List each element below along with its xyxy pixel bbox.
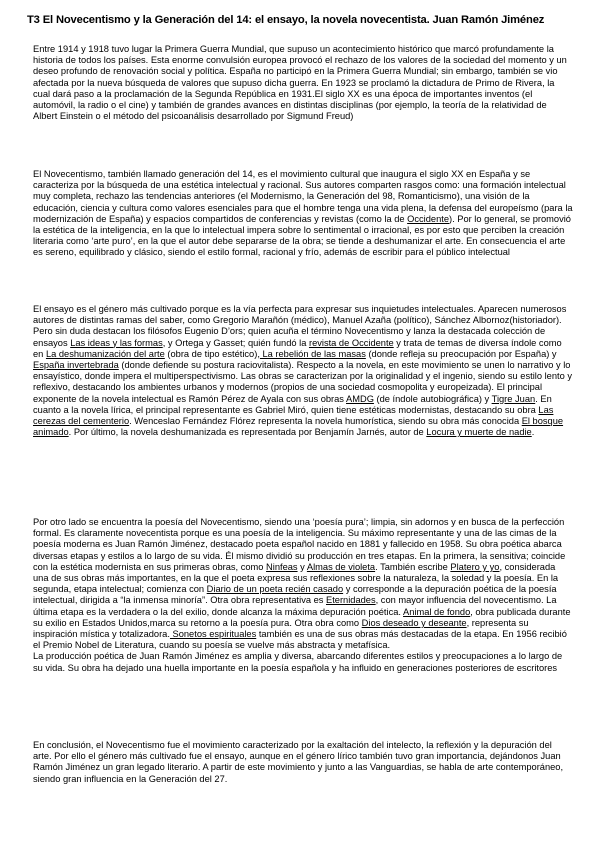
link-almas-de-violeta[interactable]: Almas de violeta (306, 561, 376, 572)
text-segment: El Novecentismo, también llamado generación del 14, es el movimiento cultural que inaugura el siglo XX en España y se caracteriza por la búsqueda de una estética intelectual y racional. Sus autores comparten rasgos como: una formación intelectual muy completa, rechazo las tendencias anteriores (el Modernismo, la Generación del 98, Romanticismo), una visión de la educación, ciencia y cultura como valores esenciales para que el hombre tenga una vida plena, la defensa del europeísmo (para la modernización de España) y espacios compartidos de conferencias y revistas (como la de (33, 169, 573, 224)
text-segment: La producción poética de Juan Ramón Jiménez es amplia y diversa, abarcando diferentes estilos y preocupaciones a lo largo de su vida. Su obra ha dejado una huella importante en la poesía española y ha influido en generaciones posteriores de escritores (33, 651, 563, 673)
text-segment: y (297, 561, 307, 572)
text-segment: El ensayo es el género más cultivado porque es la vía perfecta para expresar sus inquietudes intelectuales. Aparecen numerosos autores de distintas ramas del saber, como Gregorio Marañón (médico), Manuel Azaña (político), Sánchez Albornoz(historiador). Pero sin duda destacan los filósofos Eugenio D’ors; quien acuña el término Novecentismo y lanza la destacada colección de ensayos (33, 304, 567, 348)
link-las-ideas-y-las-formas[interactable]: Las ideas y las formas (70, 337, 163, 348)
link-ninfeas[interactable]: Ninfeas (266, 561, 298, 572)
text-segment: . También escribe (375, 561, 451, 572)
link-locura-y-muerte-de-nadie[interactable]: Locura y muerte de nadie (426, 427, 532, 438)
link-dios-deseado-y-deseante[interactable]: Dios deseado y deseante (361, 617, 467, 628)
link-espana-invertebrada[interactable]: España invertebrada (33, 360, 119, 371)
text-segment: (obra de tipo estético), (164, 348, 260, 359)
link-la-rebelion-de-las-masas[interactable]: La rebelión de las masas (259, 348, 366, 359)
text-segment: ). Por lo general, se promovió la estética de la inteligencia, en la que lo intelectual impera sobre lo sentimental o irracional, es por esto que perciben la creación literaria como ‘arte puro’, en la que el autor debe separarse de la obra; se tiende a deshumanizar el arte. En consecuencia el arte es sereno, equilibrado y clásico, siendo el estilo formal, racional y frío, además de escribir para el público intelectual (33, 213, 571, 258)
link-occidente[interactable]: Occidente (407, 213, 449, 224)
paragraph-novecentismo-definition (33, 169, 573, 259)
text-segment: , obra publicada durante su exilio en Estados Unidos,marca su retorno a la poesía pura. Otra obra como (33, 606, 571, 628)
link-la-deshumanizacion-del-arte[interactable]: La deshumanización del arte (45, 348, 165, 359)
link-tigre-juan[interactable]: Tigre Juan (491, 393, 536, 404)
text-segment: (donde defiende su postura raciovitalista). Respecto a la novela, en este movimiento se unen lo narrativo y lo ensayístico, donde impera el multiperspectivismo. Las obras se caracterizan por la originalidad y el ingenio, siendo su estilo lento y reflexivo, destacando los ambientes urbanos y modernos (propios de una sociedad cosmopolita y europeizada). El principal exponente de la novela intelectual es Ramón Pérez de Ayala con sus obras (33, 360, 572, 404)
text-segment: , y Ortega y Gasset; quién fundó la (162, 337, 309, 348)
link-sonetos-espirituales[interactable]: Sonetos espirituales (169, 629, 257, 640)
text-segment: , con mayor influencia del novecentismo. La última etapa es la verdadera o la del exilio, donde alcanza la máxima depuración poética. (33, 595, 557, 617)
text-segment: . En cuanto a la novela lírica, el principal representante es Gabriel Miró, quien tiene estéticas modernistas, destacando su obra (33, 393, 552, 415)
link-platero-y-yo[interactable]: Platero y yo (450, 561, 500, 572)
text-segment: . Wenceslao Fernández Flórez representa la novela humorística, siendo su obra más conocida (129, 416, 522, 427)
text-segment: , considerada una de sus obras más importantes, en la que el poeta expresa sus reflexiones sobre la naturaleza, la soledad y la poesía. En la segunda, etapa intelectual; comienza con (33, 561, 559, 595)
text-segment: . Por último, la novela deshumanizada es representada por Benjamín Jarnés, autor de (68, 427, 427, 438)
link-diario-de-un-poeta-recien-casado[interactable]: Diario de un poeta recién casado (206, 584, 344, 595)
link-las-cerezas-del-cementerio[interactable]: Las cerezas del cementerio (33, 404, 554, 427)
text-segment: y trata de temas de diversa índole como en (33, 337, 562, 359)
paragraph-historical-context: Entre 1914 y 1918 tuvo lugar la Primera Guerra Mundial, que supuso un acontecimiento histórico que marcó profundamente la historia de todos los países. Esta enorme convulsión europea provocó el rechazo de los valores de la sociedad del momento y un deseo profundo de renovación social y política. España no participó en la Primera Guerra Mundial; sin embargo, también se vio afectada por la nueva búsqueda de valores que supuso dicha guerra. En 1923 se proclamó la dictadura de Primo de Rivera, la cual dará paso a la proclamación de la Segunda República en 1931.El siglo XX es una época de importantes inventos (el automóvil, la radio o el cine) y también de grandes avances en distintas disciplinas (por ejemplo, la teoría de la relatividad de Albert Einstein o el método del psicoanálisis desarrollado por Sigmund Freud) (33, 44, 567, 122)
link-revista-de-occidente[interactable]: revista de Occidente (308, 337, 394, 348)
text-segment: y corresponde a la depuración poética de la poesía intelectual, dirigida a “la inmensa minoría”. Otra obra representativa es (33, 584, 557, 606)
text-segment: también es una de sus obras más destacadas de la etapa. En 1956 recibió el Premio Nobel de Literatura, cuando su poesía se vuelve más abstracta y metafísica. (33, 629, 567, 651)
text-segment: (de índole autobiográfica) y (373, 393, 492, 404)
document-title: T3 El Novecentismo y la Generación del 14: el ensayo, la novela novecentista. Juan Ramón Jiménez (27, 14, 545, 26)
paragraph-poesia-juan-ramon-jimenez (33, 517, 573, 674)
text-segment: , representa su inspiración mística y totalizadora. (33, 617, 529, 640)
paragraph-ensayo-novela (33, 304, 573, 438)
link-el-bosque-animado[interactable]: El bosque animado (33, 416, 564, 438)
link-eternidades[interactable]: Eternidades (326, 595, 376, 606)
text-segment: Por otro lado se encuentra la poesía del Novecentismo, siendo una ‘poesía pura’; limpia, sin adornos y en busca de la perfección formal. Es claramente novecentista porque es una poesía de la inteligencia. Su máximo representante y una de las cimas de la poesía moderna es Juan Ramón Jiménez, destacado poeta español nacido en 1881 y fallecido en 1958. Su obra poética abarca diversas etapas y estilos a lo largo de su vida. Él mismo dividió su producción en tres etapas. En la primera, la sensitiva; coincide con la estética modernista en sus primeras obras, como (33, 517, 566, 572)
link-animal-de-fondo[interactable]: Animal de fondo (403, 606, 471, 617)
text-segment: (donde refleja su preocupación por España) y (365, 348, 557, 359)
link-amdg[interactable]: AMDG (346, 393, 374, 404)
paragraph-conclusion: En conclusión, el Novecentismo fue el movimiento caracterizado por la exaltación del intelecto, la reflexión y la depuración del arte. Por ello el género más cultivado fue el ensayo, aunque en el género lírico también tuvo gran importancia, dejándonos Juan Ramón Jiménez un gran legado literario. A partir de este movimiento y junto a las Vanguardias, se habla de arte contemporáneo, siendo gran influencia en la Generación del 27. (33, 740, 564, 784)
text-segment: . (531, 427, 535, 438)
